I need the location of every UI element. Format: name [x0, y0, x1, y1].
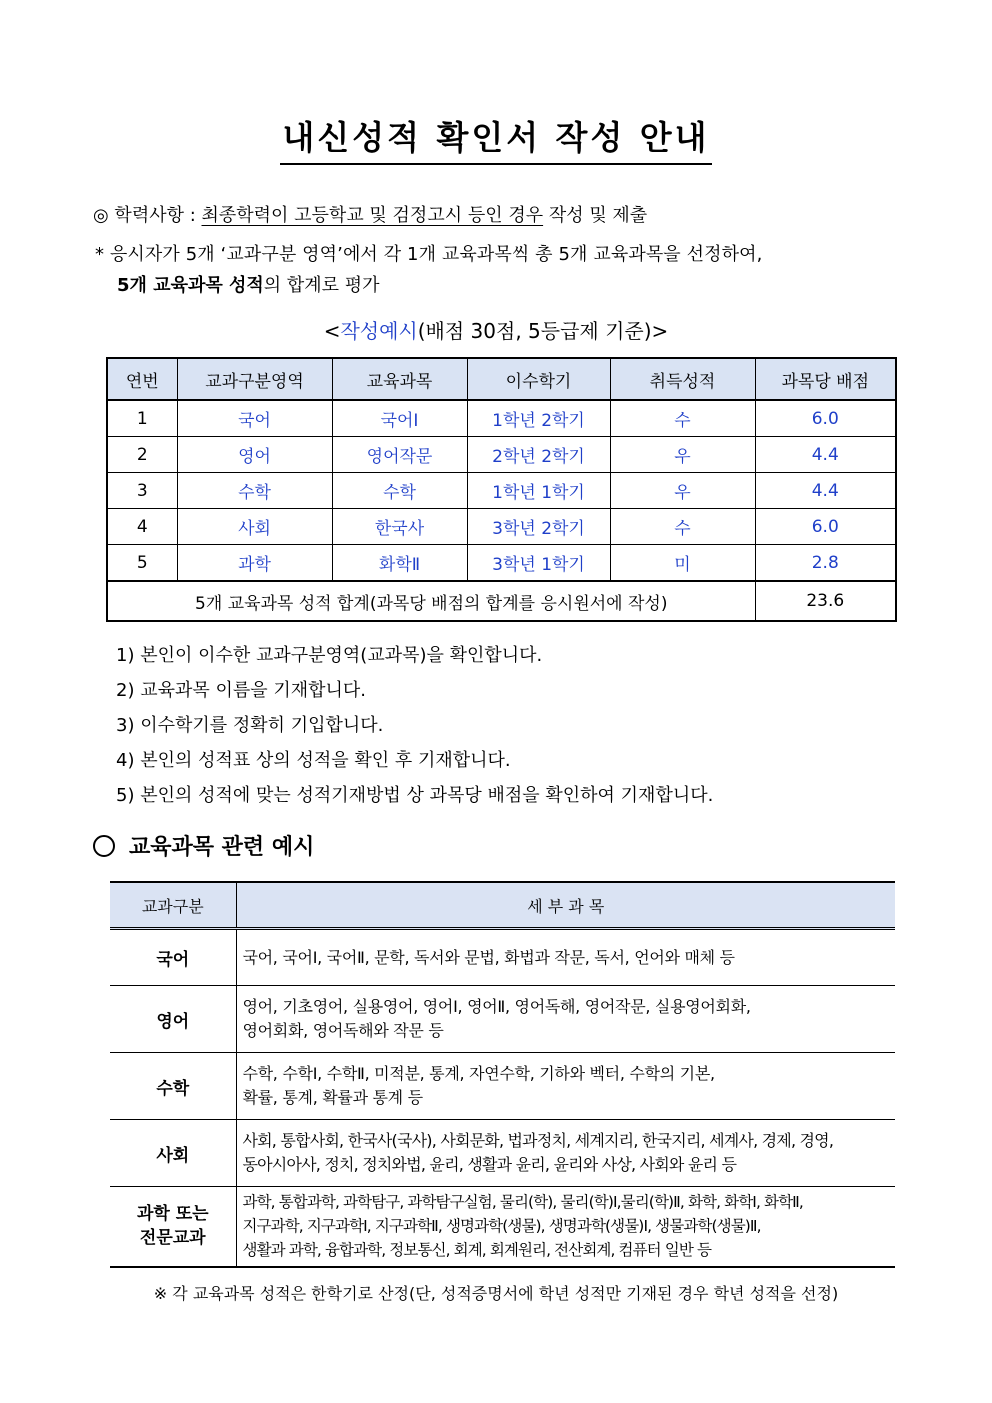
details-cell: [236, 1120, 895, 1187]
caption-rest: (배점 30점, 5등급제 기준)>: [417, 319, 669, 343]
details-line: 과학, 통합과학, 과학탐구, 과학탐구실험, 물리(학), 물리(학)Ⅰ,물리(학)Ⅱ, 화학, 화학Ⅰ, 화학Ⅱ,: [242, 1193, 803, 1212]
table-row: [110, 1120, 895, 1187]
table-cell: 수: [610, 400, 755, 437]
intro-underlined: 최종학력이 고등학교 및 검정고시 등인 경우: [201, 205, 544, 226]
intro-line3-suffix: 의 합계로 평가: [263, 275, 380, 296]
table-row: [107, 545, 896, 582]
table-cell: 한국사: [332, 509, 467, 545]
header-cell: 과목당 배점: [755, 358, 896, 400]
subject-table-header: [110, 882, 895, 929]
category-line: 과학 또는: [136, 1204, 209, 1225]
table-cell: 과학: [177, 545, 332, 582]
instruction-steps: [116, 644, 713, 819]
table-cell: 3: [107, 473, 177, 509]
table-cell: 3학년 1학기: [467, 545, 610, 582]
table-cell: 수: [610, 509, 755, 545]
header-cell: 교과구분: [110, 882, 236, 929]
details-cell: [236, 1187, 895, 1267]
table-cell: 1: [107, 400, 177, 437]
details-line: 동아시아사, 정치, 정치와법, 윤리, 생활과 윤리, 윤리와 사상, 사회와 윤리 등: [242, 1155, 737, 1174]
details-line: 지구과학, 지구과학Ⅰ, 지구과학Ⅱ, 생명과학(생물), 생명과학(생물)Ⅰ, 생물과학(생물)Ⅱ,: [242, 1217, 761, 1236]
section-heading-text: 교육과목 관련 예시: [129, 835, 315, 860]
table-row: [107, 437, 896, 473]
table-cell: 영어: [177, 437, 332, 473]
details-line: 사회, 통합사회, 한국사(국사), 사회문화, 법과정치, 세계지리, 한국지리, 세계사, 경제, 경영,: [242, 1131, 834, 1150]
table-cell: 4.4: [755, 437, 896, 473]
caption-highlight: 작성예시: [340, 319, 418, 343]
intro-line-3: [117, 274, 380, 298]
details-line: 확률, 통계, 확률과 통계 등: [242, 1088, 423, 1107]
circle-bullet-icon: [93, 835, 115, 857]
category-cell: 수학: [110, 1053, 236, 1120]
table-cell: 2학년 2학기: [467, 437, 610, 473]
category-line: 전문교과: [139, 1228, 206, 1249]
step-item: 2) 교육과목 이름을 기재합니다.: [116, 680, 367, 701]
intro-line-1: [93, 204, 647, 228]
intro-line-2: * 응시자가 5개 ‘교과구분 영역’에서 각 1개 교육과목씩 총 5개 교육과목을 선정하여,: [95, 244, 763, 265]
table-cell: 화학Ⅱ: [332, 545, 467, 582]
category-cell: 사회: [110, 1120, 236, 1187]
header-cell: 교육과목: [332, 358, 467, 400]
subject-example-table: [110, 881, 895, 1268]
step-item: 3) 이수학기를 정확히 기입합니다.: [116, 715, 384, 736]
details-cell: [236, 986, 895, 1053]
table-cell: 수학: [332, 473, 467, 509]
table-cell: 국어: [177, 400, 332, 437]
table-cell: 5: [107, 545, 177, 582]
table-cell: 6.0: [755, 400, 896, 437]
table-cell: 영어작문: [332, 437, 467, 473]
table-row: [110, 1053, 895, 1120]
table-cell: 4: [107, 509, 177, 545]
table-row: [107, 400, 896, 437]
table-row: [110, 929, 895, 986]
footnote: ※ 각 교육과목 성적은 한학기로 산정(단, 성적증명서에 학년 성적만 기재된 경우 학년 성적을 선정): [153, 1284, 839, 1303]
table-cell: 국어Ⅰ: [332, 400, 467, 437]
table-cell: 3학년 2학기: [467, 509, 610, 545]
intro-prefix: ◎ 학력사항 :: [93, 205, 202, 226]
details-line: 영어, 기초영어, 실용영어, 영어Ⅰ, 영어Ⅱ, 영어독해, 영어작문, 실용영어회화,: [242, 997, 751, 1016]
grade-example-table: [106, 357, 897, 622]
header-cell: 이수학기: [467, 358, 610, 400]
grade-table-header: [107, 358, 896, 400]
details-line: 국어, 국어Ⅰ, 국어Ⅱ, 문학, 독서와 문법, 화법과 작문, 독서, 언어와 매체 등: [242, 947, 735, 967]
example-caption: [0, 318, 992, 344]
table-cell: 6.0: [755, 509, 896, 545]
total-row: [107, 581, 896, 621]
table-cell: 우: [610, 473, 755, 509]
step-item: 1) 본인이 이수한 교과구분영역(교과목)을 확인합니다.: [116, 645, 543, 666]
table-row: [110, 986, 895, 1053]
page-title: 내신성적 확인서 작성 안내: [280, 112, 711, 165]
header-cell: 연번: [107, 358, 177, 400]
intro-bold: 5개 교육과목 성적: [117, 275, 264, 296]
table-cell: 1학년 2학기: [467, 400, 610, 437]
category-cell: 국어: [110, 929, 236, 986]
table-cell: 2.8: [755, 545, 896, 582]
caption-open: <: [323, 319, 341, 343]
page-title-wrap: [0, 112, 992, 165]
table-cell: 4.4: [755, 473, 896, 509]
intro-suffix: 작성 및 제출: [543, 205, 648, 226]
category-cell: 영어: [110, 986, 236, 1053]
step-item: 4) 본인의 성적표 상의 성적을 확인 후 기재합니다.: [116, 750, 511, 771]
total-value: 23.6: [755, 581, 896, 621]
details-line: 생활과 과학, 융합과학, 정보통신, 회계, 회계원리, 전산회계, 컴퓨터 일반 등: [242, 1241, 712, 1260]
table-cell: 수학: [177, 473, 332, 509]
table-row: [110, 1187, 895, 1267]
step-item: 5) 본인의 성적에 맞는 성적기재방법 상 과목당 배점을 확인하여 기재합니다.: [116, 785, 714, 806]
header-cell: 교과구분영역: [177, 358, 332, 400]
details-line: 영어회화, 영어독해와 작문 등: [242, 1021, 444, 1040]
section-heading: [93, 830, 314, 861]
table-cell: 미: [610, 545, 755, 582]
category-cell: [110, 1187, 236, 1267]
details-cell: [236, 929, 895, 986]
table-row: [107, 509, 896, 545]
table-row: [107, 473, 896, 509]
table-cell: 우: [610, 437, 755, 473]
details-cell: [236, 1053, 895, 1120]
header-cell: 세 부 과 목: [236, 882, 895, 929]
table-cell: 1학년 1학기: [467, 473, 610, 509]
table-cell: 2: [107, 437, 177, 473]
total-label: 5개 교육과목 성적 합계(과목당 배점의 합계를 응시원서에 작성): [107, 581, 755, 621]
details-line: 수학, 수학Ⅰ, 수학Ⅱ, 미적분, 통계, 자연수학, 기하와 벡터, 수학의 기본,: [242, 1064, 715, 1083]
header-cell: 취득성적: [610, 358, 755, 400]
table-cell: 사회: [177, 509, 332, 545]
